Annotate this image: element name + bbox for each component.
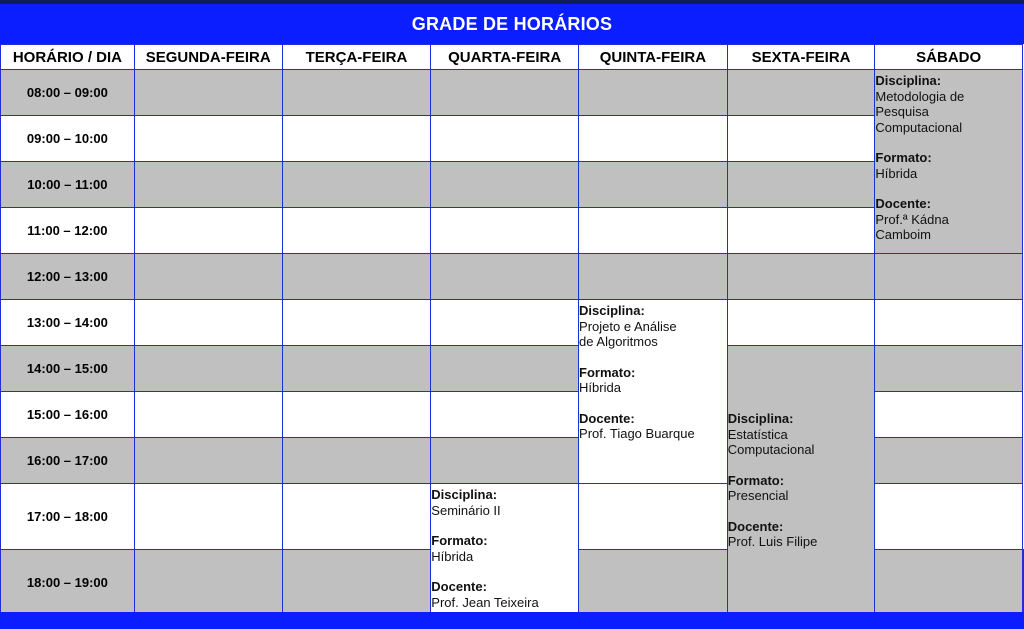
schedule-cell: [727, 70, 875, 116]
schedule-grid: [0, 44, 1024, 616]
schedule-cell: [282, 438, 431, 484]
label-disciplina: Disciplina:: [875, 73, 942, 88]
schedule-cell: [579, 254, 728, 300]
course-name: Metodologia de Pesquisa Computacional: [875, 88, 965, 135]
label-docente: Docente:: [875, 196, 931, 211]
schedule-cell: [282, 484, 431, 550]
schedule-cell: [282, 346, 431, 392]
schedule-cell: [579, 162, 728, 208]
schedule-cell: [727, 208, 875, 254]
course-teacher: Prof. Tiago Buarque: [579, 426, 695, 441]
schedule-cell: [431, 162, 579, 208]
label-disciplina: Disciplina:: [431, 487, 498, 502]
label-docente: Docente:: [579, 410, 635, 426]
course-teacher: Prof. Jean Teixeira: [431, 594, 539, 610]
schedule-cell: [579, 484, 728, 550]
schedule-cell: [431, 254, 579, 300]
schedule-cell: [282, 550, 431, 616]
course-name: Estatística Computacional: [727, 426, 815, 458]
header-monday: SEGUNDA-FEIRA: [134, 45, 282, 70]
schedule-cell: [875, 550, 1023, 616]
schedule-cell: [134, 70, 282, 116]
bottom-bar: [0, 612, 1024, 629]
time-slot: 13:00 – 14:00: [1, 300, 135, 346]
schedule-cell: [431, 208, 579, 254]
label-docente: Docente:: [727, 518, 784, 534]
header-row: [1, 45, 1024, 70]
schedule-cell: [1023, 550, 1024, 616]
course-name: Seminário II: [431, 502, 501, 518]
time-slot: 09:00 – 10:00: [1, 116, 135, 162]
class-block-thursday: [579, 300, 728, 484]
course-format: Presencial: [727, 488, 789, 504]
schedule-cell: [579, 70, 728, 116]
schedule-cell: [282, 254, 431, 300]
schedule-cell: [134, 254, 282, 300]
schedule-cell: [579, 208, 728, 254]
course-format: Híbrida: [875, 165, 918, 181]
schedule-cell: [134, 116, 282, 162]
table-row: [1, 116, 1024, 162]
table-row: [1, 208, 1024, 254]
course-name: Projeto e Análise de Algoritmos: [579, 318, 677, 349]
table-row: [1, 300, 1024, 346]
class-block-wednesday: [431, 484, 579, 616]
schedule-cell: [727, 300, 875, 346]
schedule-cell: [431, 300, 579, 346]
label-formato: Formato:: [727, 472, 785, 488]
table-row: [1, 254, 1024, 300]
schedule-cell: [727, 162, 875, 208]
time-slot: 16:00 – 17:00: [1, 438, 135, 484]
course-teacher: Prof. Luis Filipe: [727, 534, 818, 550]
schedule-cell: [431, 116, 579, 162]
header-saturday: SÁBADO: [875, 45, 1023, 70]
schedule-cell: [875, 484, 1023, 550]
schedule-cell: [134, 438, 282, 484]
label-formato: Formato:: [579, 364, 636, 380]
schedule-cell: [579, 550, 728, 616]
schedule-cell: [431, 70, 579, 116]
schedule-cell: [282, 70, 431, 116]
schedule-cell: [134, 550, 282, 616]
schedule-cell: [282, 116, 431, 162]
time-slot: 17:00 – 18:00: [1, 484, 135, 550]
schedule-cell: [875, 346, 1023, 392]
schedule-cell: [579, 116, 728, 162]
table-row: [1, 70, 1024, 116]
time-slot: 10:00 – 11:00: [1, 162, 135, 208]
course-format: Híbrida: [431, 548, 474, 564]
course-teacher: Prof.ª Kádna Camboim: [875, 211, 949, 242]
schedule-cell: [282, 208, 431, 254]
schedule-cell: [282, 162, 431, 208]
header-thursday: QUINTA-FEIRA: [579, 45, 728, 70]
label-disciplina: Disciplina:: [579, 303, 645, 318]
schedule-cell: [431, 438, 579, 484]
schedule-cell: [431, 392, 579, 438]
schedule-cell: [134, 162, 282, 208]
class-block-friday: [727, 346, 875, 616]
schedule-cell: [875, 300, 1023, 346]
table-row: [1, 162, 1024, 208]
label-formato: Formato:: [431, 533, 488, 548]
time-slot: 18:00 – 19:00: [1, 550, 135, 616]
header-tuesday: TERÇA-FEIRA: [282, 45, 431, 70]
label-disciplina: Disciplina:: [727, 411, 794, 427]
schedule-cell: [282, 300, 431, 346]
schedule-cell: [134, 346, 282, 392]
time-slot: 08:00 – 09:00: [1, 70, 135, 116]
course-format: Híbrida: [579, 380, 621, 395]
schedule-cell: [727, 254, 875, 300]
schedule-cell: [875, 392, 1023, 438]
schedule-cell: [282, 392, 431, 438]
time-slot: 11:00 – 12:00: [1, 208, 135, 254]
table-row: [1, 346, 1024, 392]
header-friday: SEXTA-FEIRA: [727, 45, 875, 70]
page-title: GRADE DE HORÁRIOS: [0, 4, 1024, 44]
schedule-cell: [134, 208, 282, 254]
schedule-cell: [134, 300, 282, 346]
schedule-cell: [875, 438, 1023, 484]
header-wednesday: QUARTA-FEIRA: [431, 45, 579, 70]
label-formato: Formato:: [875, 150, 932, 165]
schedule-cell: [727, 116, 875, 162]
label-docente: Docente:: [431, 579, 487, 594]
time-slot: 14:00 – 15:00: [1, 346, 135, 392]
schedule-cell: [134, 392, 282, 438]
schedule-cell: [134, 484, 282, 550]
header-time-day: HORÁRIO / DIA: [1, 45, 135, 70]
time-slot: 12:00 – 13:00: [1, 254, 135, 300]
time-slot: 15:00 – 16:00: [1, 392, 135, 438]
schedule-cell: [875, 254, 1023, 300]
schedule-cell: [431, 346, 579, 392]
class-block-saturday: [875, 70, 1023, 254]
